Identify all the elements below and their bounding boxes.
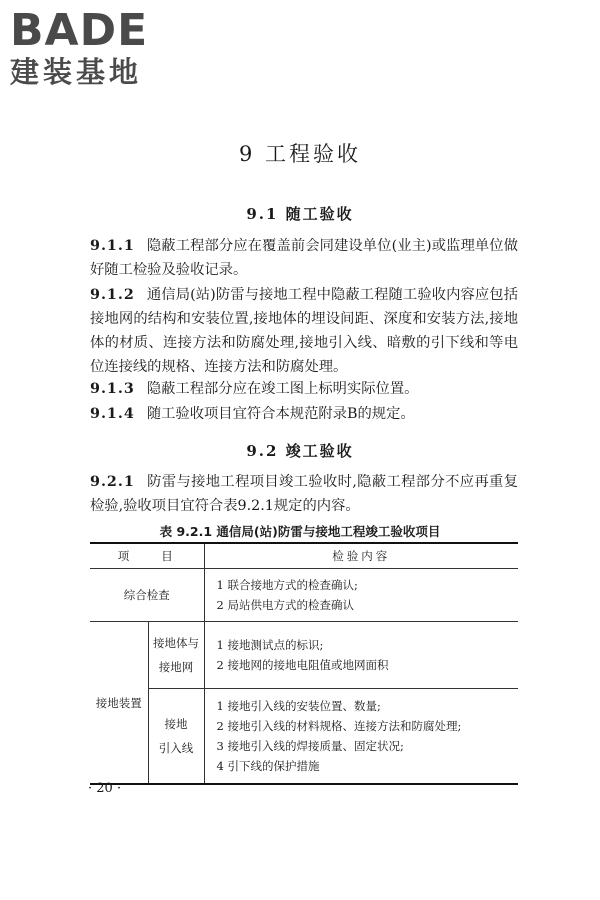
table-row <box>90 689 518 785</box>
list-item: 1 接地引入线的安装位置、数量; <box>216 699 381 713</box>
clause-number: 9.2.1 <box>90 474 135 490</box>
header-item: 项 目 <box>90 543 204 569</box>
clause-text: 隐蔽工程部分应在竣工图上标明实际位置。 <box>146 381 419 397</box>
logo-subtitle: 建装基地 <box>10 55 143 89</box>
list-item: 2 接地引入线的材料规格、连接方法和防腐处理; <box>216 719 462 733</box>
subcategory-line: 接地体与 <box>153 636 199 650</box>
table-row <box>90 622 518 689</box>
clause-9-1-4 <box>90 402 518 426</box>
list-item: 4 引下线的保护措施 <box>216 759 320 773</box>
row-subcategory <box>148 622 204 689</box>
clause-number: 9.1.2 <box>90 287 135 303</box>
list-item: 1 接地测试点的标识; <box>216 638 324 652</box>
subcategory-line: 接地网 <box>158 660 194 674</box>
row-items <box>204 689 518 785</box>
clause-number: 9.1.4 <box>90 406 135 422</box>
page-number: · 20 · <box>88 781 122 796</box>
logo <box>10 5 180 90</box>
section-title-9-1: 9.1 随工验收 <box>246 205 354 223</box>
row-category: 接地装置 <box>90 622 148 785</box>
section-title-9-2: 9.2 竣工验收 <box>246 442 354 460</box>
table-row <box>90 569 518 622</box>
subcategory-line: 接地 <box>164 717 188 731</box>
clause-9-1-3 <box>90 377 518 401</box>
table-header-row <box>90 543 518 569</box>
header-content: 检验内容 <box>204 543 518 569</box>
list-item: 2 局站供电方式的检查确认 <box>216 598 354 612</box>
logo-word: BADE <box>10 5 149 56</box>
row-subcategory <box>148 689 204 785</box>
list-item: 3 接地引入线的焊接质量、固定状况; <box>216 739 404 753</box>
clause-number: 9.1.1 <box>90 238 135 254</box>
clause-text: 防雷与接地工程项目竣工验收时,隐蔽工程部分不应再重复检验,验收项目宜符合表9.2.1规定的内容。 <box>90 474 518 514</box>
clause-number: 9.1.3 <box>90 381 135 397</box>
table-caption: 表 9.2.1 通信局(站)防雷与接地工程竣工验收项目 <box>159 524 441 539</box>
clause-text: 隐蔽工程部分应在覆盖前会同建设单位(业主)或监理单位做好随工检验及验收记录。 <box>90 238 518 278</box>
clause-9-1-2 <box>90 283 518 379</box>
clause-text: 随工验收项目宜符合本规范附录B的规定。 <box>146 406 415 422</box>
chapter-title: 9 工程验收 <box>238 142 362 166</box>
list-item: 1 联合接地方式的检查确认; <box>216 578 358 592</box>
subcategory-line: 引入线 <box>158 741 194 755</box>
row-category: 综合检查 <box>90 569 204 622</box>
list-item: 2 接地网的接地电阻值或地网面积 <box>216 658 389 672</box>
row-items <box>204 622 518 689</box>
row-items <box>204 569 518 622</box>
clause-9-2-1 <box>90 470 518 518</box>
clause-9-1-1 <box>90 234 518 282</box>
clause-text: 通信局(站)防雷与接地工程中隐蔽工程随工验收内容应包括接地网的结构和安装位置,接地体的埋设间距、深度和安装方法,接地体的材质、连接方法和防腐处理,接地引入线、暗敷的引下线和等电位连接线的规格、连接方法和防腐处理。 <box>90 287 518 375</box>
acceptance-table <box>90 542 518 785</box>
